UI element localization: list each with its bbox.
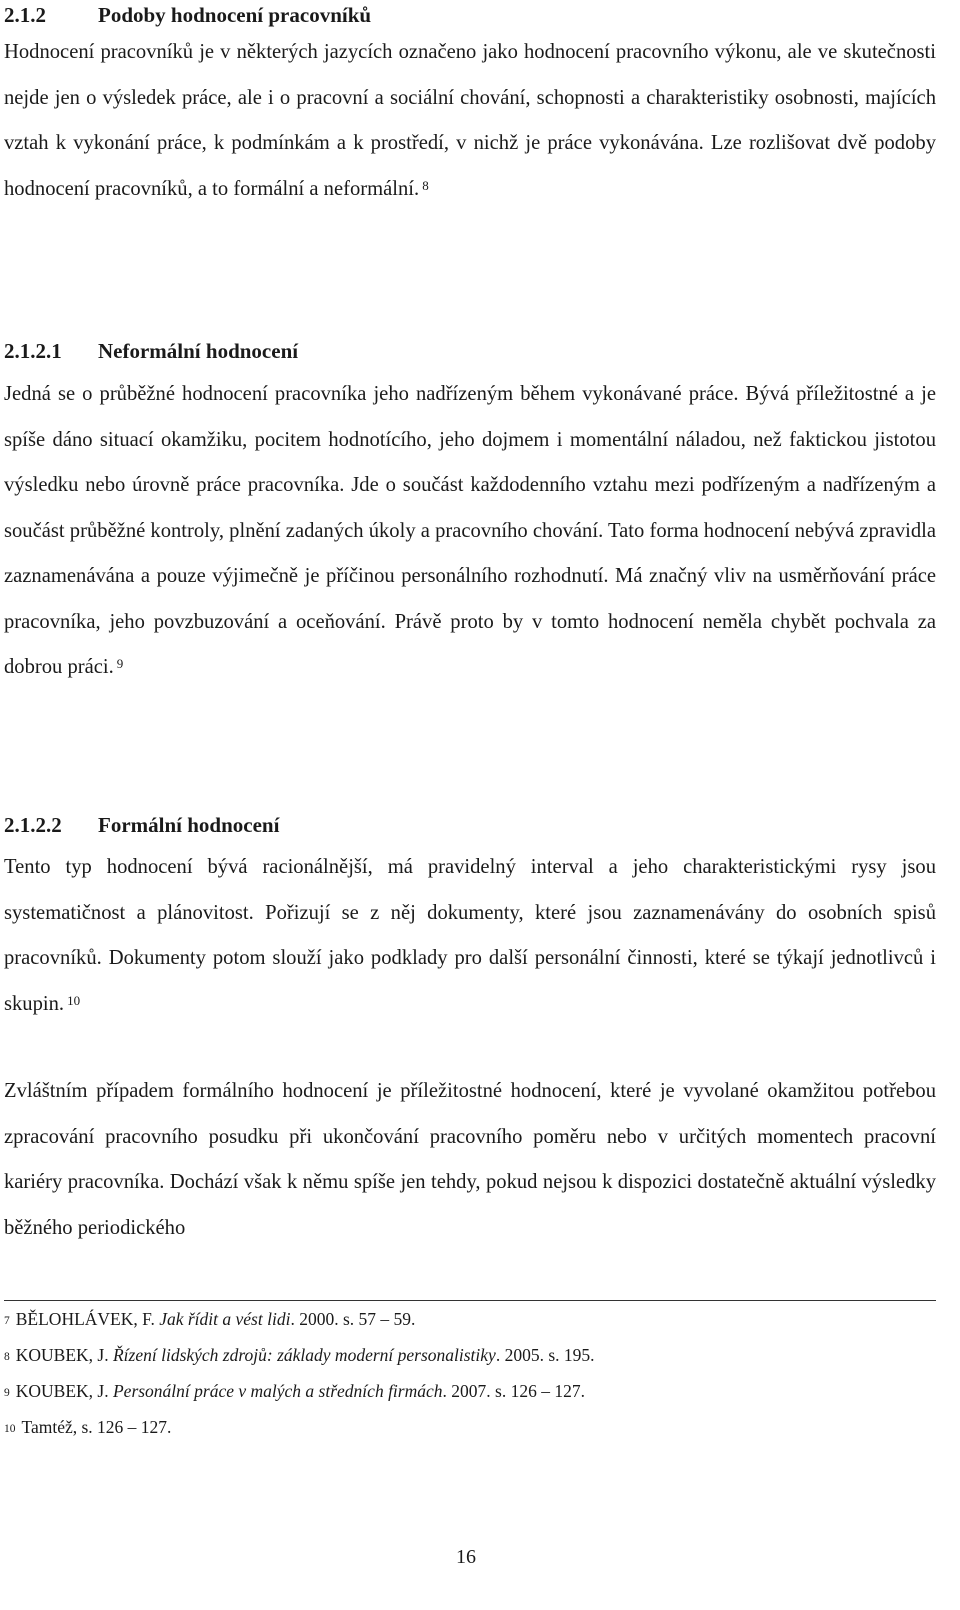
subsection-number-formal: 2.1.2.2	[4, 813, 62, 837]
informal-paragraph-text: Jedná se o průběžné hodnocení pracovníka jeho nadřízeným během vykonávané práce. Bývá příležitostné a je spíše dáno situací okamžiku, pocitem hodnotícího, jeho dojmem i momentální náladou, než faktickou jistotou výsledku nebo úrovně práce pracovníka. Jde o součást každodenního vztahu mezi podřízeným a nadřízeným a součást průběžné kontroly, plnění zadaných úkoly a pracovního chování. Tato forma hodnocení nebývá zpravidla zaznamenávána a pouze výjimečně je příčinou personálního rozhodnutí. Má značný vliv na usměrňování práce pracovníka, jeho povzbuzování a oceňování. Právě proto by v tomto hodnocení neměla chybět pochvala za dobrou práci.	[4, 383, 936, 678]
footnote-author: KOUBEK, J.	[15, 1381, 113, 1401]
section-heading	[4, 2, 371, 28]
footnote-rest: . 2005. s. 195.	[495, 1345, 595, 1365]
formal-paragraph-text: Tento typ hodnocení bývá racionálnější, má pravidelný interval a jeho charakteristickými rysy jsou systematičnost a plánovitost. Pořizují se z něj dokumenty, které jsou zaznamenávány do osobních spisů pracovníků. Dokumenty potom slouží jako podklady pro další personální činnosti, které se týkají jednotlivců i skupin.	[4, 856, 936, 1015]
footnote-number: 10	[4, 1423, 16, 1435]
footnote-ref-10: 10	[67, 992, 81, 1008]
footnote-author: Tamtéž, s. 126 – 127.	[21, 1417, 172, 1437]
footnote-title: Personální práce v malých a středních firmách	[112, 1381, 443, 1401]
footnote-rest: . 2007. s. 126 – 127.	[442, 1381, 585, 1401]
footnote-title: Řízení lidských zdrojů: základy moderní personalistiky	[112, 1345, 496, 1365]
footnote-8	[4, 1337, 936, 1373]
subsection-title-formal: Formální hodnocení	[98, 813, 280, 837]
footnote-title: Jak řídit a vést lidi	[159, 1309, 291, 1329]
subsection-heading-informal	[4, 338, 298, 364]
subsection-title-informal: Neformální hodnocení	[98, 339, 299, 363]
section-paragraph-text: Hodnocení pracovníků je v některých jazycích označeno jako hodnocení pracovního výkonu, ale ve skutečnosti nejde jen o výsledek práce, ale i o pracovní a sociální chování, schopnosti a charakteristiky osobnosti, majících vztah k vykonání práce, k podmínkám a k prostředí, v nichž je práce vykonávána. Lze rozlišovat dvě podoby hodnocení pracovníků, a to formální a neformální.	[4, 41, 936, 200]
footnote-ref-9: 9	[116, 656, 124, 671]
section-title: Podoby hodnocení pracovníků	[98, 3, 372, 27]
informal-paragraph	[4, 372, 936, 691]
footnote-number: 8	[4, 1351, 10, 1363]
subsection-number-informal: 2.1.2.1	[4, 339, 62, 363]
footnote-ref-8: 8	[422, 177, 429, 193]
footnote-9	[4, 1373, 936, 1409]
footnote-number: 7	[4, 1315, 10, 1327]
footnotes	[4, 1300, 936, 1445]
formal-paragraph	[4, 845, 936, 1027]
section-number: 2.1.2	[4, 3, 46, 27]
footnote-rest: . 2000. s. 57 – 59.	[290, 1309, 416, 1329]
subsection-heading-formal	[4, 812, 279, 838]
page-number: 16	[456, 1546, 476, 1568]
formal-paragraph-2-text: Zvláštním případem formálního hodnocení je příležitostné hodnocení, které je vyvolané okamžitou potřebou zpracování pracovního posudku při ukončování pracovního poměru nebo v určitých momentech pracovní kariéry pracovníka. Dochází však k němu spíše jen tehdy, pokud nejsou k dispozici dostatečně aktuální výsledky běžného periodického	[4, 1080, 936, 1239]
footnote-number: 9	[4, 1387, 10, 1399]
footnote-author: BĚLOHLÁVEK, F.	[15, 1309, 160, 1329]
formal-paragraph-2	[4, 1069, 936, 1251]
footnote-10	[4, 1409, 936, 1445]
footnote-author: KOUBEK, J.	[15, 1345, 113, 1365]
footnote-7	[4, 1301, 936, 1337]
section-paragraph	[4, 30, 936, 212]
